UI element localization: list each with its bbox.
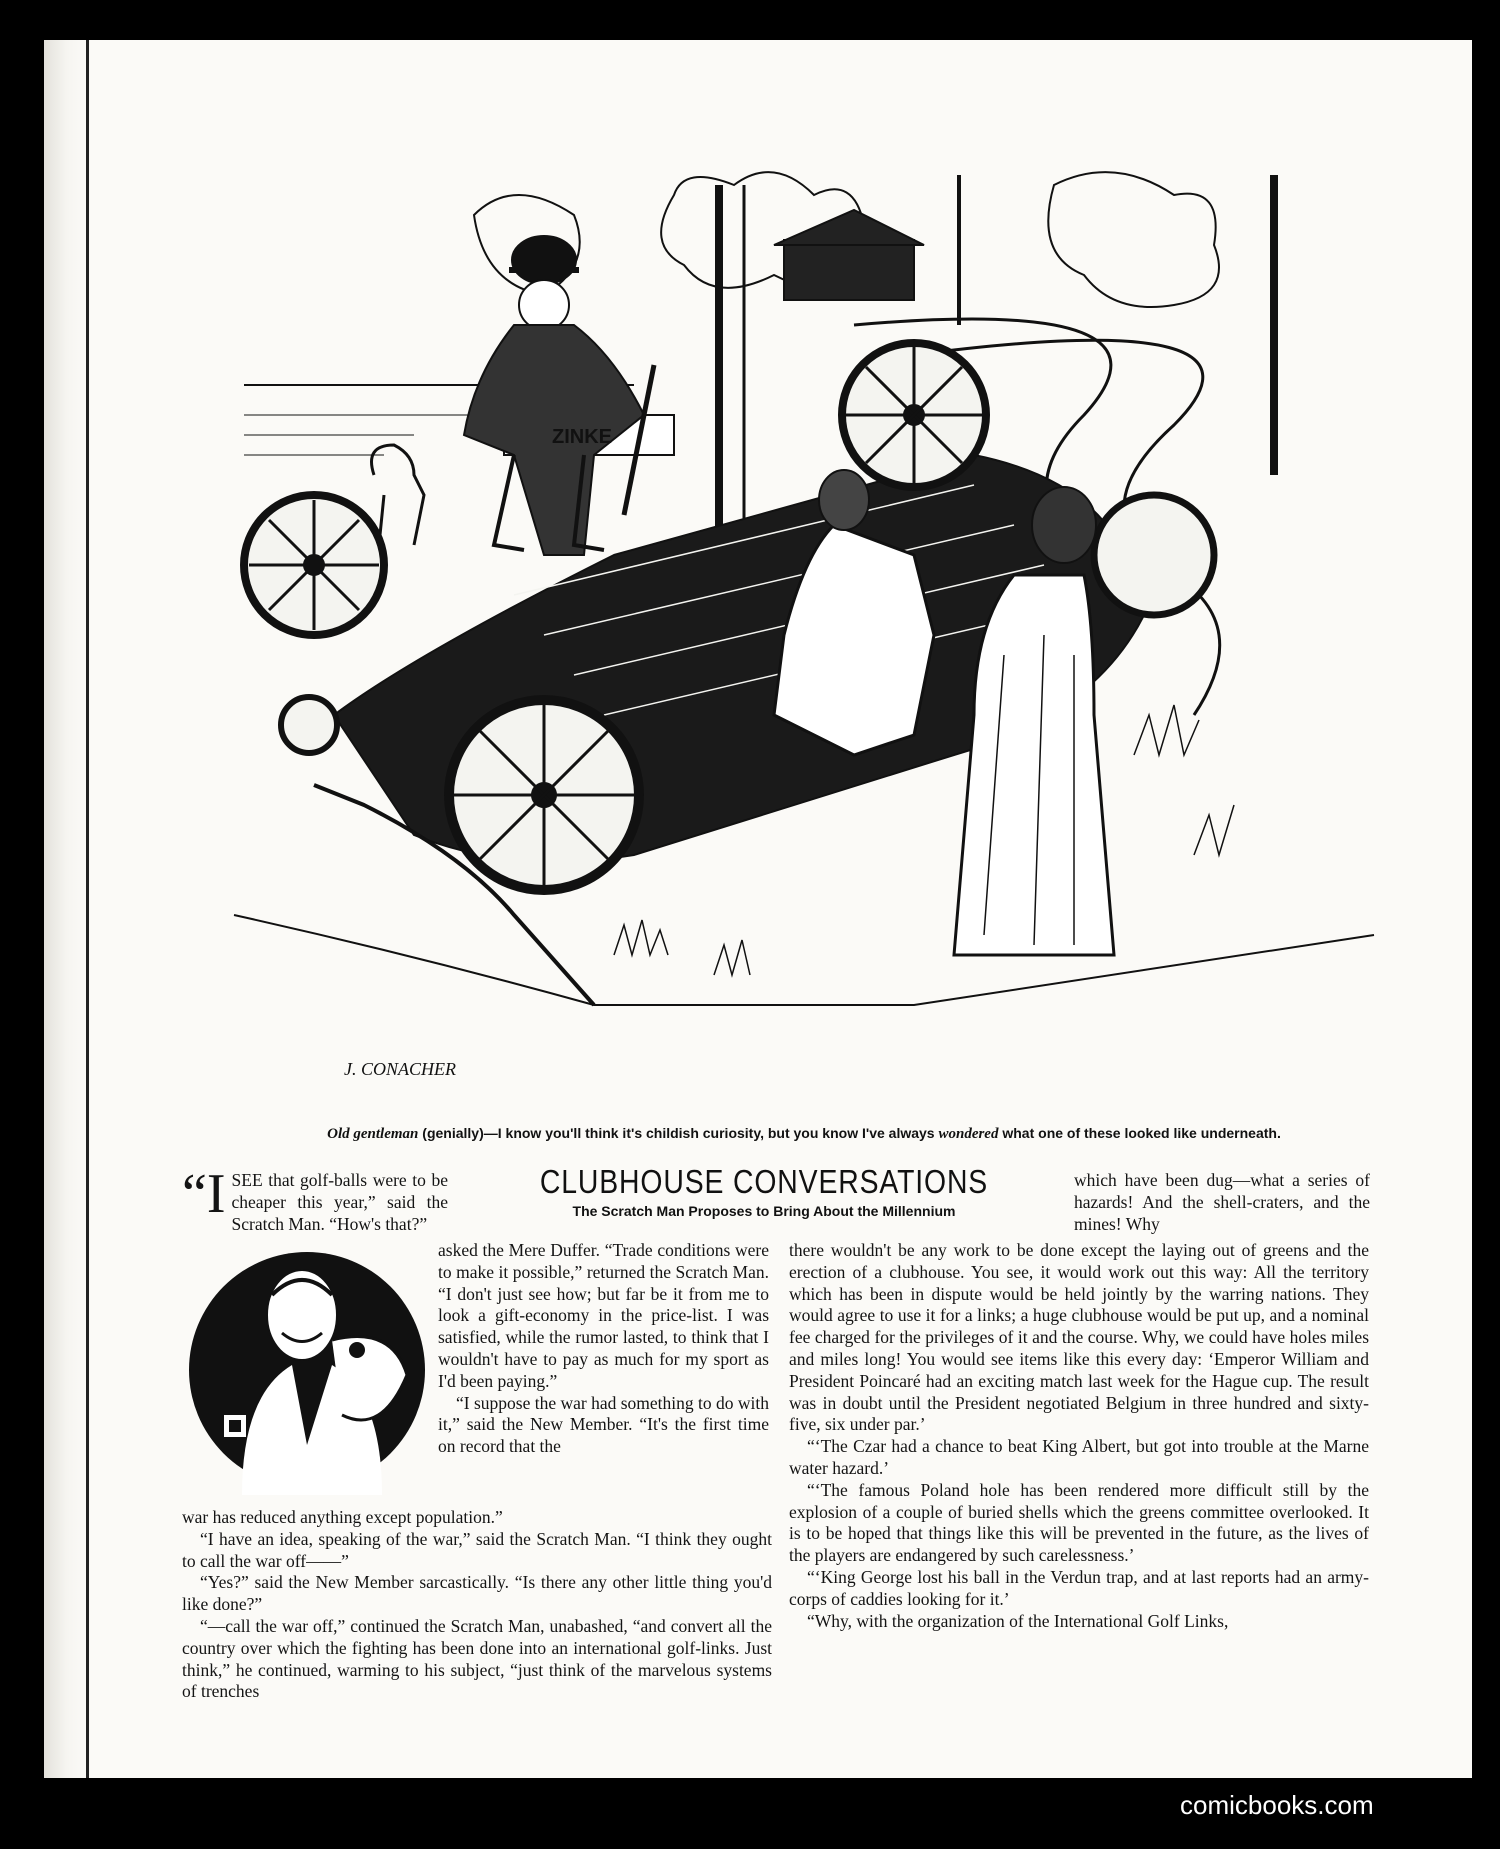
sign-text: ZINKE [552,426,612,448]
article-header [484,1163,1044,1219]
paragraph: “I have an idea, speaking of the war,” said the Scratch Man. “I think they ought to call the war off——” [182,1528,772,1571]
paragraph: “I suppose the war had something to do with it,” said the New Member. “It's the first time on record that the [438,1392,770,1457]
paragraph: “—call the war off,” continued the Scratch Man, unabashed, “and convert all the country over which the fighting has been done into an international golf-links. Just think,” he continued, warming to his subject, “just think of the marvelous systems of trenches [182,1615,772,1702]
caption-speaker: Old gentleman [327,1126,419,1142]
illustration-caption [194,1125,1414,1143]
paragraph: war has reduced anything except population.” [182,1507,503,1527]
magazine-page [44,40,1472,1778]
opening-text: SEE that golf-balls were to be cheaper this year,” said the Scratch Man. “How's that?” [231,1170,448,1234]
column-2-main [789,1240,1369,1632]
paragraph: “‘The Czar had a chance to beat King Albert, but got into trouble at the Marne water hazard.’ [789,1436,1369,1478]
paragraph: “Why, with the organization of the International Golf Links, [807,1610,1229,1631]
caption-emphasis: wondered [938,1126,999,1142]
column-1-right [438,1240,769,1458]
column-1-opening [182,1163,448,1235]
article-subtitle: The Scratch Man Proposes to Bring About the Millennium [572,1203,956,1219]
paragraph: “‘King George lost his ball in the Verdun trap, and at last reports had an army-corps of caddies looking for it.’ [789,1566,1369,1609]
caption-manner: (genially) [422,1125,484,1141]
paragraph: “Yes?” said the New Member sarcastically. “Is there any other little thing you'd like done?” [182,1572,772,1615]
golfer-vignette [182,1245,432,1495]
binding-gutter [44,40,89,1778]
article-title: CLUBHOUSE CONVERSATIONS [539,1163,989,1200]
paragraph: asked the Mere Duffer. “Trade conditions were to make it possible,” returned the Scratch Man. “I don't just see how; but far be it from me to look a gift-economy in the price-list. I was satisfied, while the rumor lasted, to think that I wouldn't have to pay as much for my sport as I'd been paying.” [438,1240,769,1391]
caption-text-before: —I know you'll think it's childish curiosity, but you know I've always [483,1125,939,1141]
column-1-bottom [182,1507,772,1703]
overturned-car-illustration [214,155,1394,1115]
paragraph: there wouldn't be any work to be done except the laying out of greens and the erection of a clubhouse. You see, it would work out this way: All the territory which has been in dispute would be held jointly by the warring nations. They would agree to use it for a links; a huge clubhouse would be put up, and a nominal fee charged for the privileges of it and the course. Why, we could have holes miles and miles long! You would see items like this every day: ‘Emperor William and President Poincaré had an exciting match last week for the Hague cup. The result was in doubt until the President negotiated Belgium in three hundred and sixty-five, six under par.’ [789,1240,1369,1435]
paragraph: which have been dug—what a series of hazards! And the shell-craters, and the mines! Why [1074,1170,1370,1234]
paragraph: “‘The famous Poland hole has been rendered more difficult still by the explosion of a couple of buried shells which the greens committee overlooked. It is to be hoped that things like this will be prevented in the future, as the lives of the players are endangered by such carelessness.’ [789,1479,1369,1566]
column-2-top [1074,1170,1370,1235]
artist-signature: J. CONACHER [344,1059,456,1079]
site-watermark: comicbooks.com [1180,1790,1374,1820]
caption-text-after: what one of these looked like underneath. [998,1125,1281,1141]
drop-cap: “I [182,1163,226,1225]
